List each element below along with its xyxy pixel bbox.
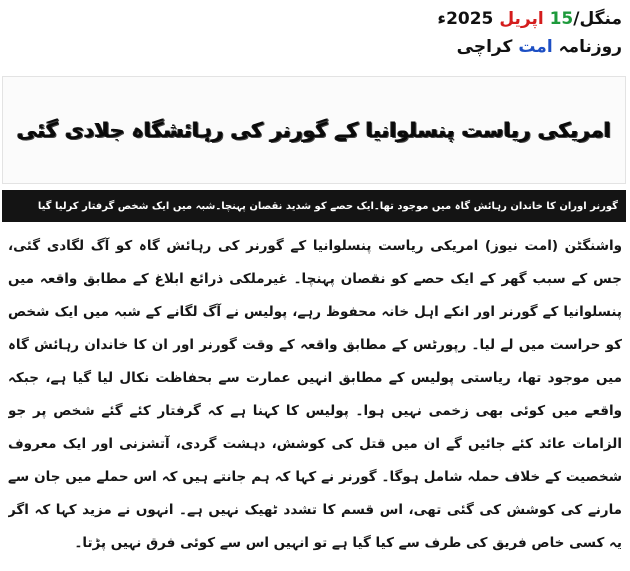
subhead: گورنر اوران کا خاندان رہائش گاہ میں موجود تھا۔ایک حصے کو شدید نقصان پہنچا۔شبہ میں ایک شخص گرفتار کرلیا گیا <box>37 200 618 212</box>
source-prefix: روزنامہ <box>558 37 622 57</box>
dateline-date-number: 15 <box>549 9 574 29</box>
dateline-year: 2025ء <box>437 9 494 29</box>
source-city: کراچی <box>456 37 513 57</box>
dateline <box>422 6 622 32</box>
dateline-separator: / <box>573 9 580 29</box>
article-body: واشنگٹن (امت نیوز) امریکی ریاست پنسلوانیا کے گورنر کی رہائش گاہ کو آگ لگادی گئی، جس کے سبب گھر کے ایک حصے کو نقصان پہنچا۔ غیرملکی ذرائع ابلاغ کے مطابق واقعہ میں پنسلوانیا کے گورنر اور انکے اہل خانہ محفوظ رہے، پولیس نے آگ لگانے کے شبہ میں ایک شخص کو حراست میں لے لیا۔ رپورٹس کے مطابق واقعہ کے وقت گورنر اور ان کا خاندان رہائش گاہ میں موجود تھا، ریاستی پولیس کے مطابق انہیں عمارت سے بحفاظت نکال لیا گیا ہے، جبکہ واقعے میں کوئی بھی زخمی نہیں ہوا۔ پولیس کا کہنا ہے کہ گرفتار کئے گئے شخص پر جو الزامات عائد کئے جائیں گے ان میں قتل کی کوشش، دہشت گردی، آتشزنی اور ایک معروف شخصیت کے خلاف حملہ شامل ہوگا۔ گورنر نے کہا کہ ہم جانتے ہیں کہ اس حملے میں جان سے مارنے کی کوشش کی گئی تھی، اس قسم کا تشدد ٹھیک نہیں ہے۔ انہوں نے مزید کہا کہ اگر یہ کسی خاص فریق کی طرف سے کیا گیا ہے تو انہیں اس سے کوئی فرق نہیں پڑتا۔ <box>8 238 622 551</box>
source-paper-name: امت <box>518 37 553 57</box>
headline: امریکی ریاست پنسلوانیا کے گورنر کی رہائشگاہ جلادی گئی <box>17 117 611 142</box>
headline-box <box>2 76 626 184</box>
subhead-bar <box>2 190 626 222</box>
dateline-day: منگل <box>579 9 622 29</box>
newspaper-source <box>422 34 622 60</box>
dateline-month: اپریل <box>499 9 544 29</box>
